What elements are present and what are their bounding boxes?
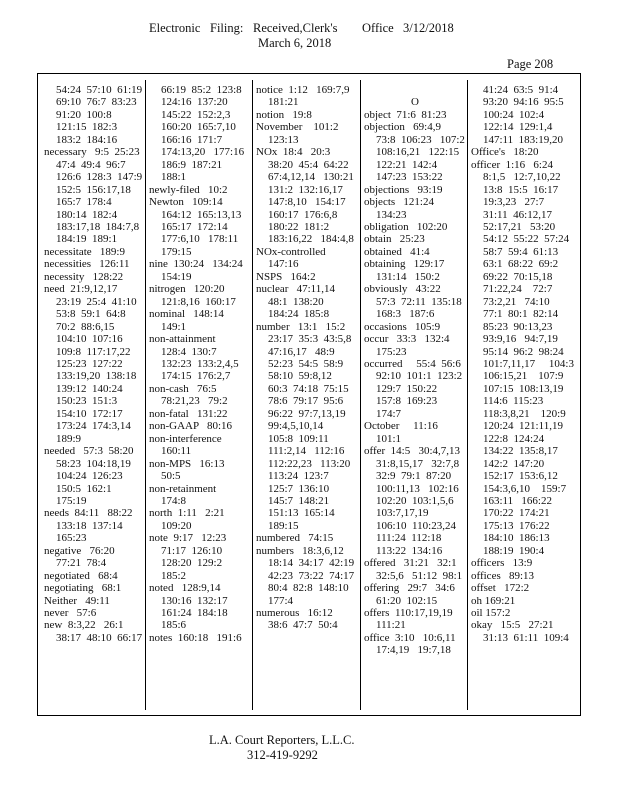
index-entry: new 8:3,22 26:1: [44, 619, 124, 632]
index-page-refs: 100:24 102:4: [483, 108, 545, 121]
index-page-refs: 93:9,16 94:7,19: [483, 333, 558, 346]
index-entry: nuclear 47:11,14: [256, 283, 336, 296]
index-page-refs: 92:10 101:1 123:2: [376, 370, 463, 383]
index-entry: offering 29:7 34:6: [364, 582, 455, 595]
index-page-refs: 17:4,19 19:7,18: [376, 644, 451, 657]
index-entry: occurred 55:4 56:6: [364, 357, 461, 370]
index-page-refs: 139:12 140:24: [56, 382, 123, 395]
index-entry: oil 157:2: [471, 607, 511, 620]
index-page-refs: 58:10 59:8,12: [268, 370, 332, 383]
index-page-refs: 163:11 166:22: [483, 494, 552, 507]
index-page-refs: 60:3 74:18 75:15: [268, 382, 349, 395]
index-page-refs: 105:8 109:11: [268, 432, 329, 445]
index-column-5: [471, 84, 577, 709]
index-page-refs: 78:6 79:17 95:6: [268, 395, 344, 408]
index-page-refs: 52:17,21 53:20: [483, 220, 556, 233]
index-page-refs: 180:14 182:4: [56, 208, 118, 221]
index-entry: NOx-controlled: [256, 245, 326, 258]
index-page-refs: 165:17 172:14: [161, 220, 228, 233]
index-page-refs: 179:15: [161, 245, 192, 258]
index-page-refs: 174:15 176:2,7: [161, 370, 231, 383]
index-page-refs: 145:7 148:21: [268, 494, 330, 507]
index-page-refs: 53:8 59:1 64:8: [56, 308, 126, 321]
index-entry: officers 13:9: [471, 557, 533, 570]
index-page-refs: 175:13 176:22: [483, 519, 550, 532]
index-entry: office 3:10 10:6,11: [364, 631, 456, 644]
index-page-refs: 91:20 100:8: [56, 108, 112, 121]
index-page-refs: 128:20 129:2: [161, 557, 223, 570]
index-page-refs: 95:14 96:2 98:24: [483, 345, 564, 358]
index-entry: notes 160:18 191:6: [149, 631, 242, 644]
index-entry: non-fatal 131:22: [149, 407, 228, 420]
index-page-refs: 38:20 45:4 64:22: [268, 158, 349, 171]
index-page-refs: 71:22,24 72:7: [483, 283, 553, 296]
index-page-refs: 104:24 126:23: [56, 470, 123, 483]
index-page-refs: 102:20 103:1,5,6: [376, 494, 454, 507]
index-entry: negotiating 68:1: [44, 582, 122, 595]
index-page-refs: 134:23: [376, 208, 407, 221]
index-page-refs: 184:24 185:8: [268, 308, 330, 321]
index-page-refs: 57:3 72:11 135:18: [376, 295, 462, 308]
index-page-refs: 184:10 186:13: [483, 532, 550, 545]
index-page-refs: 183:2 184:16: [56, 133, 118, 146]
index-entry: negotiated 68:4: [44, 569, 118, 582]
index-page-refs: 100:11,13 102:16: [376, 482, 459, 495]
index-page-refs: 47:16,17 48:9: [268, 345, 335, 358]
index-entry: obtain 25:23: [364, 233, 425, 246]
index-page-refs: 23:19 25:4 41:10: [56, 295, 137, 308]
index-page-refs: 114:6 115:23: [483, 395, 544, 408]
index-entry: necessitate 189:9: [44, 245, 125, 258]
index-page-refs: 38:17 48:10 66:17: [56, 631, 142, 644]
index-page-refs: 150:5 162:1: [56, 482, 112, 495]
index-page-refs: 73:2,21 74:10: [483, 295, 550, 308]
index-entry: offered 31:21 32:1: [364, 557, 457, 570]
index-page-refs: 107:15 108:13,19: [483, 382, 564, 395]
index-entry: necessary 9:5 25:23: [44, 146, 140, 159]
index-entry: NSPS 164:2: [256, 270, 316, 283]
index-page-refs: 160:17 176:6,8: [268, 208, 338, 221]
index-column-1: [44, 84, 142, 709]
index-page-refs: 70:2 88:6,15: [56, 320, 115, 333]
index-entry: oh 169:21: [471, 594, 516, 607]
index-page-refs: 93:20 94:16 95:5: [483, 96, 564, 109]
index-page-refs: 174:7: [376, 407, 402, 420]
index-entry: nominal 148:14: [149, 308, 224, 321]
index-entry: objection 69:4,9: [364, 121, 441, 134]
column-divider: [360, 80, 361, 710]
index-page-refs: 123:13: [268, 133, 299, 146]
index-entry: need 21:9,12,17: [44, 283, 118, 296]
column-divider: [252, 80, 253, 710]
index-page-refs: 147:23 153:22: [376, 171, 443, 184]
index-entry: Newton 109:14: [149, 196, 223, 209]
index-entry: obligation 102:20: [364, 220, 448, 233]
index-entry: noted 128:9,14: [149, 582, 221, 595]
index-page-refs: 152:17 153:6,12: [483, 470, 558, 483]
index-page-refs: 161:24 184:18: [161, 607, 228, 620]
index-page-refs: 160:11: [161, 445, 192, 458]
filing-stamp-received: Received,Clerk's: [253, 21, 338, 35]
filing-stamp-electronic: Electronic: [149, 21, 201, 35]
index-page-refs: 61:20 102:15: [376, 594, 438, 607]
index-page-refs: 147:11 183:19,20: [483, 133, 563, 146]
index-entry: offer 14:5 30:4,7,13: [364, 445, 461, 458]
index-entry: never 57:6: [44, 607, 97, 620]
index-page-refs: 54:24 57:10 61:19: [56, 84, 142, 96]
index-page-refs: 177:6,10 178:11: [161, 233, 239, 246]
index-page-refs: 145:22 152:2,3: [161, 108, 231, 121]
index-page-refs: 189:9: [56, 432, 82, 445]
index-page-refs: 69:10 76:7 83:23: [56, 96, 137, 109]
index-page-refs: 69:22 70:15,18: [483, 270, 553, 283]
index-page-refs: 154:3,6,10 159:7: [483, 482, 567, 495]
index-page-refs: 71:17 126:10: [161, 544, 223, 557]
index-page-refs: 80:4 82:8 148:10: [268, 582, 349, 595]
index-page-refs: 188:1: [161, 171, 187, 184]
index-page-refs: 124:16 137:20: [161, 96, 228, 109]
index-page-refs: 103:7,17,19: [376, 507, 429, 520]
index-entry: numbered 74:15: [256, 532, 334, 545]
index-page-refs: 47:4 49:4 96:7: [56, 158, 126, 171]
index-page-refs: 32:9 79:1 87:20: [376, 470, 452, 483]
index-page-refs: 13:8 15:5 16:17: [483, 183, 559, 196]
index-page-refs: 131:2 132:16,17: [268, 183, 343, 196]
index-page-refs: 113:24 123:7: [268, 470, 329, 483]
index-page-refs: 126:6 128:3 147:9: [56, 171, 142, 184]
index-page-refs: 186:9 187:21: [161, 158, 223, 171]
index-page-refs: 111:2,14 112:16: [268, 445, 345, 458]
index-entry: non-GAAP 80:16: [149, 420, 233, 433]
index-page-refs: 166:16 171:7: [161, 133, 223, 146]
index-entry: necessity 128:22: [44, 270, 124, 283]
index-page-refs: 31:8,15,17 32:7,8: [376, 457, 460, 470]
index-page-refs: 111:24 112:18: [376, 532, 442, 545]
index-page-refs: 101:7,11,17 104:3: [483, 357, 574, 370]
index-page-refs: 165:23: [56, 532, 87, 545]
index-page-refs: 77:21 78:4: [56, 557, 107, 570]
index-page-refs: 180:22 181:2: [268, 220, 330, 233]
index-entry: objections 93:19: [364, 183, 443, 196]
index-entry: NOx 18:4 20:3: [256, 146, 331, 159]
index-entry: okay 15:5 27:21: [471, 619, 554, 632]
index-page-refs: 175:23: [376, 345, 407, 358]
index-page-refs: 173:24 174:3,14: [56, 420, 131, 433]
index-page-refs: 38:6 47:7 50:4: [268, 619, 338, 632]
index-page-refs: 175:19: [56, 494, 87, 507]
index-page-refs: 50:5: [161, 470, 181, 483]
index-page-refs: 58:23 104:18,19: [56, 457, 131, 470]
index-page-refs: 185:2: [161, 569, 187, 582]
index-page-refs: 54:12 55:22 57:24: [483, 233, 570, 246]
index-page-refs: 8:1,5 12:7,10,22: [483, 171, 561, 184]
index-entry: numerous 16:12: [256, 607, 333, 620]
index-page-refs: 52:23 54:5 58:9: [268, 357, 344, 370]
index-page-refs: 58:7 59:4 61:13: [483, 245, 559, 258]
index-page-refs: 108:16,21 122:15: [376, 146, 460, 159]
page-number: Page 208: [507, 57, 554, 71]
index-entry: Office's 18:20: [471, 146, 539, 159]
index-entry: numbers 18:3,6,12: [256, 544, 344, 557]
index-entry: Neither 49:11: [44, 594, 110, 607]
index-page-refs: 99:4,5,10,14: [268, 420, 324, 433]
index-page-refs: 19:3,23 27:7: [483, 196, 545, 209]
index-page-refs: 42:23 73:22 74:17: [268, 569, 355, 582]
footer-company: L.A. Court Reporters, L.L.C.: [209, 733, 355, 747]
index-page-refs: 73:8 106:23 107:2: [376, 133, 465, 146]
index-entry: officer 1:16 6:24: [471, 158, 553, 171]
index-entry: objects 121:24: [364, 196, 434, 209]
index-page-refs: 96:22 97:7,13,19: [268, 407, 346, 420]
index-page-refs: 32:5,6 51:12 98:1: [376, 569, 463, 582]
index-page-refs: 132:23 133:2,4,5: [161, 357, 239, 370]
index-page-refs: 184:19 189:1: [56, 233, 118, 246]
index-entry: number 13:1 15:2: [256, 320, 346, 333]
index-page-refs: 189:15: [268, 519, 299, 532]
index-page-refs: 168:3 187:6: [376, 308, 435, 321]
index-page-refs: 154:19: [161, 270, 192, 283]
index-page-refs: 109:8 117:17,22: [56, 345, 131, 358]
index-page-refs: 152:5 156:17,18: [56, 183, 131, 196]
index-entry: necessities 126:11: [44, 258, 130, 271]
index-page-refs: 106:10 110:23,24: [376, 519, 456, 532]
index-page-refs: 121:8,16 160:17: [161, 295, 236, 308]
index-entry: north 1:11 2:21: [149, 507, 225, 520]
index-entry: non-retainment: [149, 482, 217, 495]
index-page-refs: 133:19,20 138:18: [56, 370, 137, 383]
index-page-refs: 130:16 132:17: [161, 594, 228, 607]
index-entry: offset 172:2: [471, 582, 530, 595]
index-page-refs: 128:4 130:7: [161, 345, 217, 358]
index-page-refs: 151:13 165:14: [268, 507, 335, 520]
index-entry: obtained 41:4: [364, 245, 430, 258]
index-entry: object 71:6 81:23: [364, 108, 447, 121]
index-page-refs: 131:14 150:2: [376, 270, 440, 283]
index-page-refs: 122:14 129:1,4: [483, 121, 553, 134]
index-page-refs: 63:1 68:22 69:2: [483, 258, 559, 271]
filing-stamp-office: Office: [362, 21, 394, 35]
index-frame: [37, 73, 581, 716]
filing-stamp-date: 3/12/2018: [403, 21, 454, 35]
index-entry: newly-filed 10:2: [149, 183, 228, 196]
index-page-refs: 134:22 135:8,17: [483, 445, 558, 458]
index-page-refs: 150:23 151:3: [56, 395, 118, 408]
index-page-refs: 109:20: [161, 519, 192, 532]
index-page-refs: 122:8 124:24: [483, 432, 545, 445]
index-page-refs: 183:17,18 184:7,8: [56, 220, 140, 233]
index-entry: October 11:16: [364, 420, 438, 433]
index-page-refs: 41:24 63:5 91:4: [483, 84, 559, 96]
index-page-refs: 160:20 165:7,10: [161, 121, 236, 134]
index-page-refs: 77:1 80:1 82:14: [483, 308, 559, 321]
index-page-refs: 185:6: [161, 619, 187, 632]
index-page-refs: 120:24 121:11,19: [483, 420, 563, 433]
index-page-refs: 177:4: [268, 594, 294, 607]
index-page-refs: 142:2 147:20: [483, 457, 545, 470]
index-page-refs: 112:22,23 113:20: [268, 457, 351, 470]
index-page-refs: 122:21 142:4: [376, 158, 438, 171]
index-entry: occasions 105:9: [364, 320, 441, 333]
index-page-refs: 157:8 169:23: [376, 395, 438, 408]
index-page-refs: 149:1: [161, 320, 187, 333]
index-page-refs: 18:14 34:17 42:19: [268, 557, 355, 570]
filing-stamp-filing: Filing:: [210, 21, 244, 35]
index-entry: November 101:2: [256, 121, 339, 134]
index-entry: non-interference: [149, 432, 222, 445]
index-entry: obviously 43:22: [364, 283, 441, 296]
index-page-refs: 154:10 172:17: [56, 407, 123, 420]
index-entry: non-cash 76:5: [149, 382, 217, 395]
index-page-refs: 121:15 182:3: [56, 121, 118, 134]
index-entry: needs 84:11 88:22: [44, 507, 133, 520]
index-entry: nine 130:24 134:24: [149, 258, 243, 271]
index-page-refs: 183:16,22 184:4,8: [268, 233, 354, 246]
index-entry: needed 57:3 58:20: [44, 445, 134, 458]
index-page-refs: 118:3,8,21 120:9: [483, 407, 566, 420]
index-page-refs: 31:11 46:12,17: [483, 208, 552, 221]
index-column-3: [256, 84, 356, 709]
index-page-refs: 101:1: [376, 432, 402, 445]
index-entry: non-MPS 16:13: [149, 457, 225, 470]
index-page-refs: 106:15,21 107:9: [483, 370, 564, 383]
index-entry: negative 76:20: [44, 544, 115, 557]
index-page-refs: 48:1 138:20: [268, 295, 324, 308]
index-entry: notice 1:12 169:7,9: [256, 84, 350, 96]
index-page-refs: 181:21: [268, 96, 299, 109]
column-divider: [145, 80, 146, 710]
index-page-refs: 165:7 178:4: [56, 196, 112, 209]
index-entry: [364, 84, 466, 96]
hearing-date: March 6, 2018: [258, 36, 332, 50]
index-page-refs: 147:8,10 154:17: [268, 196, 346, 209]
index-page-refs: 133:18 137:14: [56, 519, 123, 532]
index-page-refs: 104:10 107:16: [56, 333, 123, 346]
index-entry: notion 19:8: [256, 108, 312, 121]
index-page-refs: 174:13,20 177:16: [161, 146, 245, 159]
index-page-refs: 125:7 136:10: [268, 482, 330, 495]
index-page-refs: 164:12 165:13,13: [161, 208, 242, 221]
index-page-refs: 170:22 174:21: [483, 507, 550, 520]
index-page-refs: 23:17 35:3 43:5,8: [268, 333, 352, 346]
index-page-refs: 85:23 90:13,23: [483, 320, 553, 333]
index-column-4: [364, 84, 466, 709]
index-page-refs: 174:8: [161, 494, 187, 507]
index-entry: offers 110:17,19,19: [364, 607, 453, 620]
index-page-refs: 66:19 85:2 123:8: [161, 84, 242, 96]
index-entry: obtaining 129:17: [364, 258, 445, 271]
index-letter-heading: O: [411, 96, 419, 109]
index-page-refs: 129:7 150:22: [376, 382, 438, 395]
index-column-2: [149, 84, 247, 709]
index-page-refs: 78:21,23 79:2: [161, 395, 228, 408]
index-page-refs: 147:16: [268, 258, 299, 271]
index-entry: note 9:17 12:23: [149, 532, 227, 545]
index-entry: non-attainment: [149, 333, 216, 346]
index-page-refs: 111:21: [376, 619, 406, 632]
index-page-refs: 113:22 134:16: [376, 544, 443, 557]
index-page-refs: 125:23 127:22: [56, 357, 123, 370]
index-entry: nitrogen 120:20: [149, 283, 225, 296]
column-divider: [467, 80, 468, 710]
index-page-refs: 67:4,12,14 130:21: [268, 171, 354, 184]
footer-phone: 312-419-9292: [247, 748, 318, 762]
index-entry: offices 89:13: [471, 569, 535, 582]
index-page-refs: 188:19 190:4: [483, 544, 545, 557]
index-entry: occur 33:3 132:4: [364, 333, 450, 346]
index-page-refs: 31:13 61:11 109:4: [483, 631, 569, 644]
